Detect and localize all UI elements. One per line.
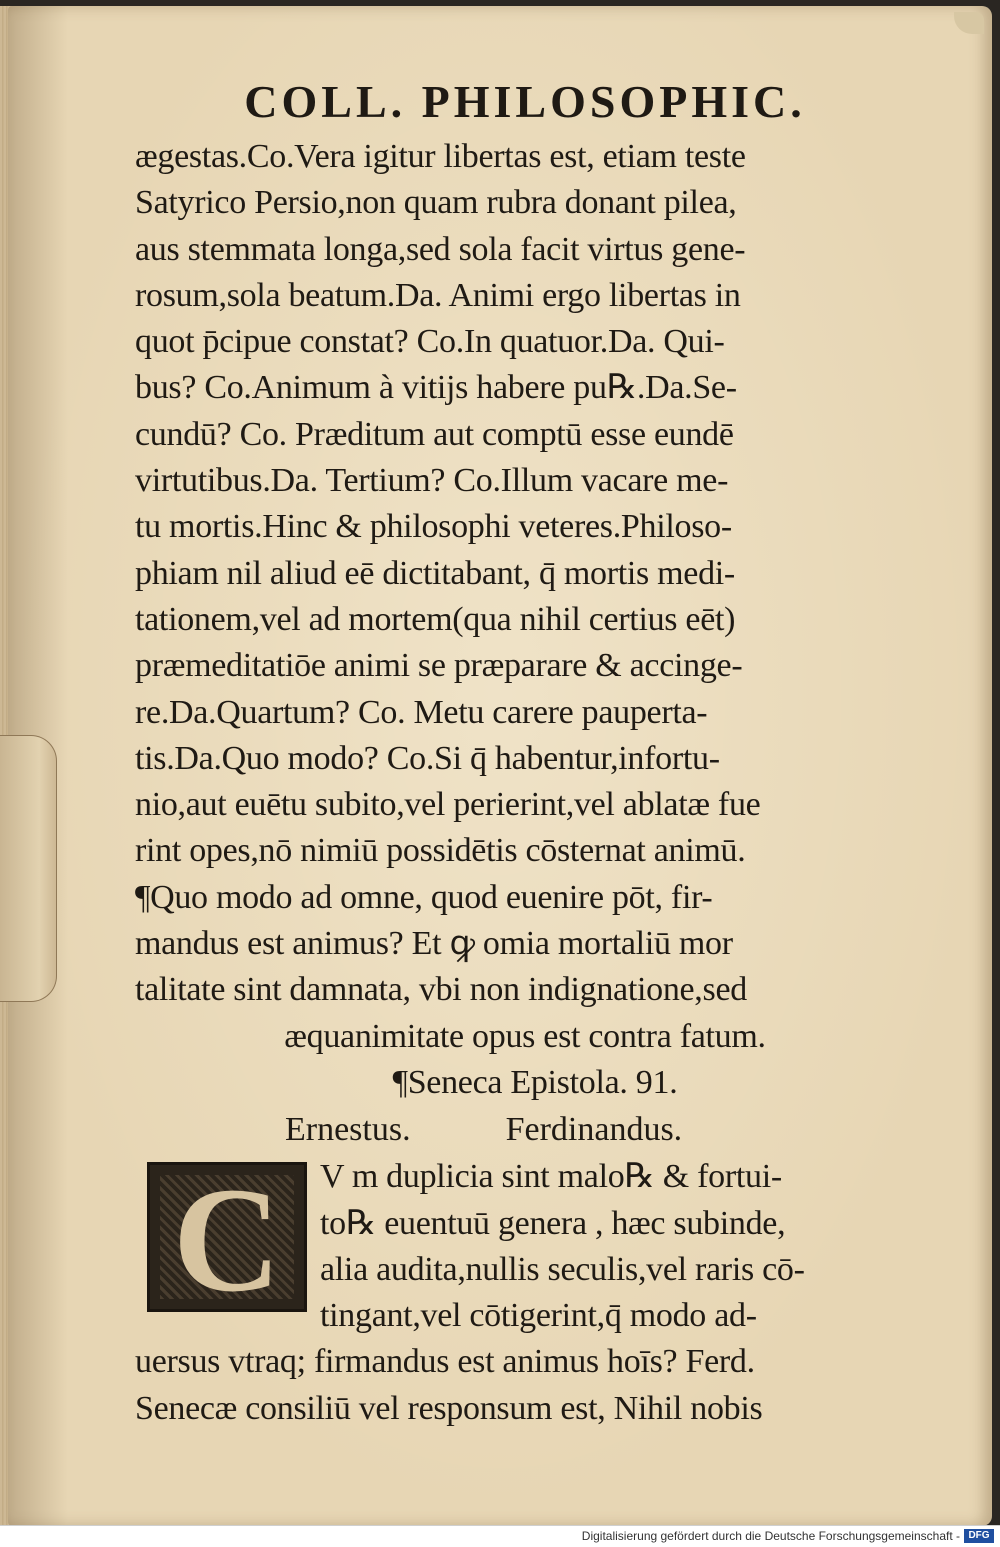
- text-line: virtutibus.Da. Tertium? Co.Illum vacare me-: [135, 462, 729, 500]
- initial-paragraph: [135, 1154, 915, 1339]
- text-line: nio,aut euētu subito,vel perierint,vel ablatæ fue: [135, 786, 761, 824]
- footer-credit: Digitalisierung gefördert durch die Deutsche Forschungsgemeinschaft -: [581, 1529, 960, 1543]
- text-line: talitate sint damnata, vbi non indignatione,sed: [135, 971, 747, 1009]
- text-line: ægestas.Co.Vera igitur libertas est, etiam teste: [135, 138, 746, 175]
- text-line: mandus est animus? Et ꝙ omia mortaliū mor: [135, 925, 733, 963]
- text-line: uersus vtraq; firmandus est animus hoīs? Ferd.: [135, 1343, 755, 1381]
- initial-letter: C: [172, 1157, 282, 1324]
- page-corner: [954, 12, 984, 34]
- text-line: alia audita,nullis seculis,vel raris cō-: [320, 1250, 805, 1288]
- text-line: rint opes,nō nimiū possidētis cōsternat animū.: [135, 832, 746, 870]
- text-line: Satyrico Persio,non quam rubra donant pilea,: [135, 184, 737, 222]
- text-line: quot p̄cipue constat? Co.In quatuor.Da. Qui-: [135, 323, 725, 361]
- text-line: re.Da.Quartum? Co. Metu carere pauperta-: [135, 693, 708, 731]
- text-line: bus? Co.Animum à vitijs habere pu℞.Da.Se-: [135, 369, 737, 407]
- text-line: to℞ euentuū genera , hæc subinde,: [320, 1204, 786, 1242]
- speaker-names: [135, 1106, 915, 1154]
- text-line: tingant,vel cōtigerint,q̄ modo ad-: [320, 1297, 757, 1335]
- running-header: COLL. PHILOSOPHIC.: [244, 76, 806, 127]
- text-line: V m duplicia sint malo℞ & fortui-: [320, 1158, 782, 1196]
- text-line: ¶Quo modo ad omne, quod euenire pōt, fir-: [135, 878, 713, 916]
- text-line: æquanimitate opus est contra fatum.: [284, 1017, 766, 1055]
- text-line: tationem,vel ad mortem(qua nihil certius eēt): [135, 600, 736, 638]
- text-line: præmeditatiōe animi se præparare & accinge-: [135, 647, 743, 685]
- citation: ¶Seneca Epistola. 91.: [392, 1063, 678, 1101]
- text-line: tis.Da.Quo modo? Co.Si q̄ habentur,infortu-: [135, 739, 720, 777]
- dfg-logo: DFG: [964, 1529, 994, 1543]
- initial-lines: [320, 1154, 805, 1339]
- page-clip: [0, 735, 57, 1002]
- footer-bar: [0, 1525, 1000, 1547]
- text-line: Senecæ consiliū vel responsum est, Nihil nobis: [135, 1389, 763, 1427]
- page-text: [135, 72, 915, 1432]
- speaker-ernestus: Ernestus.: [285, 1111, 411, 1149]
- decorated-initial: [147, 1157, 307, 1324]
- text-line: rosum,sola beatum.Da. Animi ergo libertas in: [135, 276, 741, 314]
- text-line: tu mortis.Hinc & philosophi veteres.Philoso-: [135, 508, 732, 546]
- speaker-ferdinandus: Ferdinandus.: [505, 1111, 683, 1149]
- text-line: cundū? Co. Præditum aut comptū esse eundē: [135, 415, 734, 453]
- text-block-top: [135, 134, 915, 1060]
- text-line: aus stemmata longa,sed sola facit virtus gene-: [135, 230, 746, 268]
- text-line: phiam nil aliud eē dictitabant, q̄ mortis medi-: [135, 554, 735, 592]
- text-block-bottom: [135, 1339, 915, 1432]
